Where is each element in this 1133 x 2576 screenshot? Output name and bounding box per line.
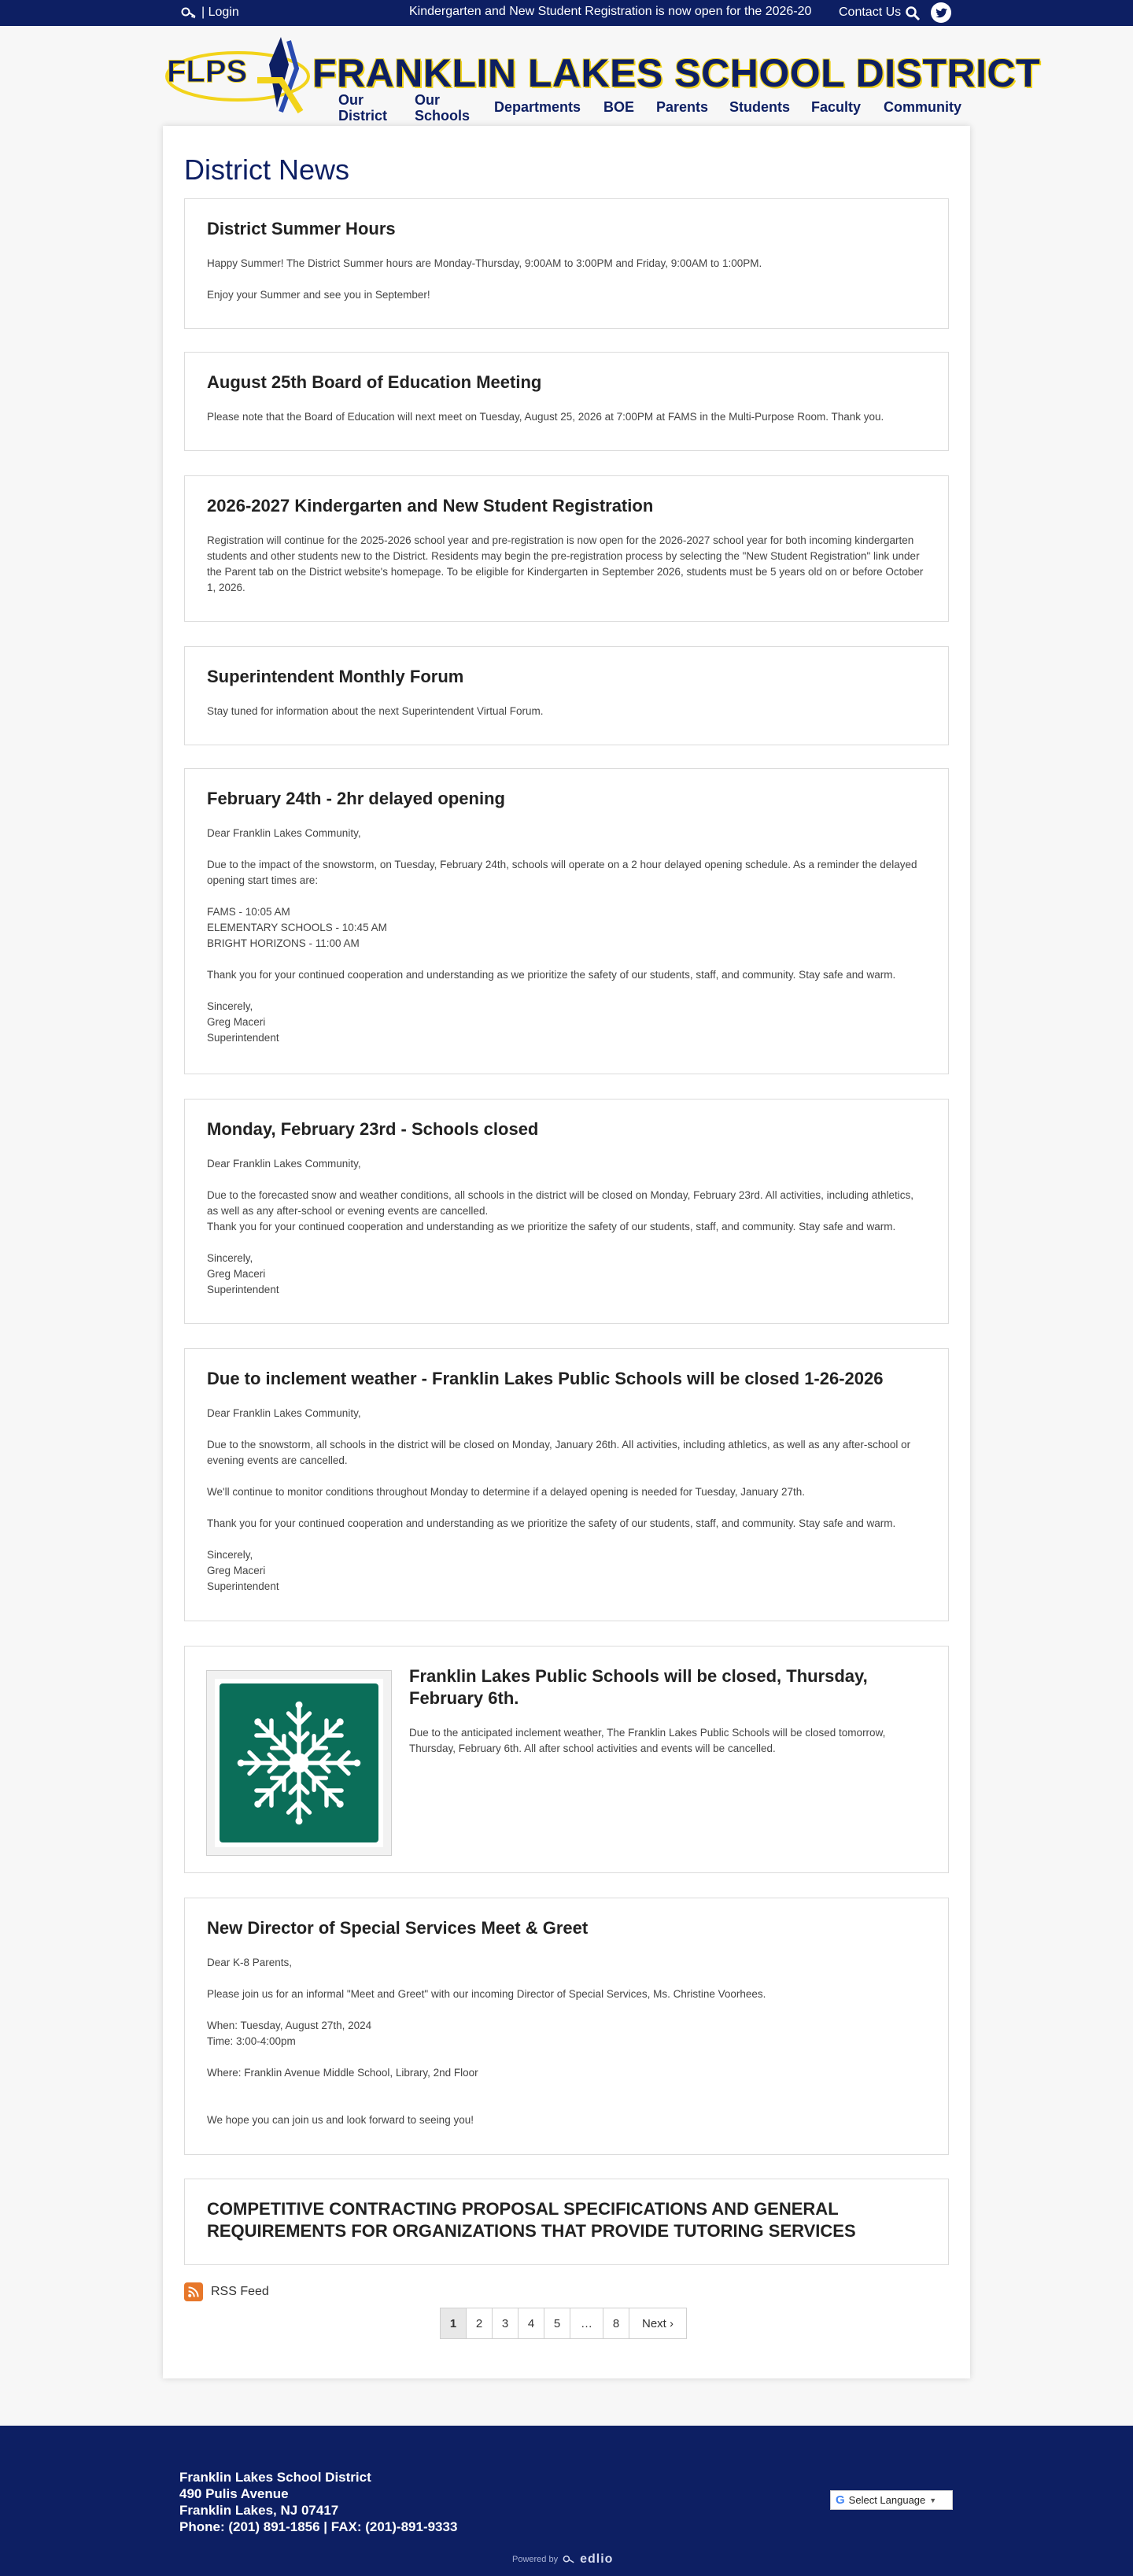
- article-text: Greg Maceri: [207, 1268, 266, 1280]
- nav-boe[interactable]: BOE: [603, 99, 635, 115]
- news-article: [184, 352, 949, 451]
- article-text: Happy Summer! The District Summer hours are Monday-Thursday, 9:00AM to 3:00PM and Friday, 9:00AM to 1:00PM.: [207, 257, 762, 269]
- article-title[interactable]: COMPETITIVE CONTRACTING PROPOSAL SPECIFICATIONS AND GENERAL REQUIREMENTS FOR ORGANIZATIONS THAT PROVIDE TUTORING SERVICES: [207, 2199, 856, 2241]
- main-content: [163, 126, 970, 2378]
- article-text: We'll continue to monitor conditions throughout Monday to determine if a delayed opening is needed for Tuesday, January 27th.: [207, 1486, 806, 1498]
- logo-text: FLPS: [167, 54, 248, 89]
- article-title[interactable]: Superintendent Monthly Forum: [207, 667, 464, 686]
- article-text: BRIGHT HORIZONS - 11:00 AM: [207, 937, 360, 949]
- footer-phone[interactable]: Phone: (201) 891-1856 | FAX: (201)-891-9333: [179, 2519, 458, 2534]
- page-3-button[interactable]: 3: [493, 2308, 519, 2338]
- article-text: Sincerely,: [207, 1549, 253, 1561]
- article-text: Dear K-8 Parents,: [207, 1957, 293, 1968]
- nav-our-schools[interactable]: Our Schools: [415, 92, 471, 124]
- article-text: Superintendent: [207, 1284, 279, 1295]
- article-text: Due to the forecasted snow and weather conditions, all schools in the district will be closed on Monday, February 23rd. All activities, including athletics, as well as any after-school or evening events are cancelled.: [207, 1189, 913, 1217]
- article-text: Due to the snowstorm, all schools in the district will be closed on Monday, January 26th. All activities, including athletics, as well as any after-school or evening events are cancelled.: [207, 1439, 911, 1466]
- language-select-label[interactable]: Select Language: [848, 2494, 926, 2506]
- article-text: Where: Franklin Avenue Middle School, Library, 2nd Floor: [207, 2067, 478, 2079]
- key-icon: [181, 6, 197, 20]
- article-text: Dear Franklin Lakes Community,: [207, 827, 361, 839]
- page-ellipsis: …: [570, 2308, 603, 2338]
- nav-parents[interactable]: Parents: [656, 99, 709, 115]
- page-5-button[interactable]: 5: [544, 2308, 570, 2338]
- nav-faculty[interactable]: Faculty: [811, 99, 862, 115]
- twitter-icon[interactable]: [931, 2, 951, 23]
- news-article: [184, 198, 949, 329]
- page-2-button[interactable]: 2: [467, 2308, 493, 2338]
- news-article: [184, 1646, 949, 1873]
- article-title[interactable]: August 25th Board of Education Meeting: [207, 372, 542, 392]
- article-text: Sincerely,: [207, 1252, 253, 1264]
- news-article: [184, 2179, 949, 2265]
- article-text: Please join us for an informal "Meet and Greet" with our incoming Director of Special Services, Ms. Christine Voorhees.: [207, 1988, 766, 2000]
- article-text: Greg Maceri: [207, 1565, 266, 1576]
- news-article: [184, 1099, 949, 1324]
- search-icon[interactable]: [905, 6, 921, 21]
- page-title: District News: [184, 153, 350, 186]
- news-article: [184, 646, 949, 745]
- edlio-key-icon: [563, 2554, 575, 2565]
- news-article: [184, 1348, 949, 1621]
- article-text: When: Tuesday, August 27th, 2024: [207, 2020, 372, 2031]
- rss-label[interactable]: RSS Feed: [211, 2285, 269, 2298]
- article-text: Thank you for your continued cooperation and understanding as we prioritize the safety of our students, staff, and community. Stay safe and warm.: [207, 1221, 896, 1233]
- nav-students[interactable]: Students: [729, 99, 791, 115]
- article-text: Please note that the Board of Education will next meet on Tuesday, August 25, 2026 at 7:00PM at FAMS in the Multi-Purpose Room. Thank you.: [207, 411, 884, 423]
- article-text: We hope you can join us and look forward to seeing you!: [207, 2114, 474, 2126]
- article-text: Superintendent: [207, 1580, 279, 1592]
- article-text: Registration will continue for the 2025-2026 school year and pre-registration is now open for the 2026-2027 school year for both incoming kindergarten students and other students new to the District. Residents may begin the pre-registration process by selecting the "New Student Registration" link under the Parent tab on the District website's homepage. To be eligible for Kindergarten in September 2026, students must be 5 years old on or before October 1, 2026.: [207, 534, 924, 593]
- powered-by-label: Powered by: [512, 2555, 559, 2564]
- article-text: Time: 3:00-4:00pm: [207, 2035, 296, 2047]
- footer-street: 490 Pulis Avenue: [179, 2486, 289, 2501]
- article-text: Dear Franklin Lakes Community,: [207, 1158, 361, 1170]
- article-text: Superintendent: [207, 1032, 279, 1044]
- article-text: Due to the anticipated inclement weather, The Franklin Lakes Public Schools will be closed tomorrow, Thursday, February 6th. All after school activities and events will be cancelled.: [409, 1727, 886, 1754]
- powered-by[interactable]: [512, 2552, 613, 2567]
- footer-city: Franklin Lakes, NJ 07417: [179, 2503, 339, 2518]
- next-page-button[interactable]: Next ›: [641, 2316, 674, 2330]
- article-title[interactable]: District Summer Hours: [207, 219, 396, 238]
- top-bar: [0, 0, 1133, 26]
- article-text: Sincerely,: [207, 1000, 253, 1012]
- nav-community[interactable]: Community: [884, 99, 961, 115]
- article-text: Greg Maceri: [207, 1016, 266, 1028]
- rss-icon: [184, 2282, 203, 2301]
- article-title[interactable]: February 24th - 2hr delayed opening: [207, 789, 505, 808]
- news-article: [184, 1898, 949, 2155]
- snowflake-icon: [228, 1692, 370, 1834]
- nav-our-district[interactable]: Our District: [338, 92, 388, 124]
- article-title[interactable]: Due to inclement weather - Franklin Lakes Public Schools will be closed 1-26-2026: [207, 1369, 884, 1388]
- site-header: [163, 33, 1041, 128]
- login-link[interactable]: [181, 6, 239, 20]
- article-text: Due to the impact of the snowstorm, on Tuesday, February 24th, schools will operate on a 2 hour delayed opening schedule. As a reminder the delayed opening start times are:: [207, 859, 917, 886]
- chevron-down-icon: ▼: [929, 2496, 937, 2504]
- announcement-ticker[interactable]: Kindergarten and New Student Registration is now open for the 2026-20: [409, 5, 812, 18]
- news-article: [184, 475, 949, 622]
- contact-us-link[interactable]: Contact Us: [839, 6, 902, 19]
- article-text: FAMS - 10:05 AM: [207, 906, 290, 918]
- twitter-bird-icon: [935, 6, 948, 20]
- rss-feed-link[interactable]: [184, 2282, 269, 2301]
- article-text: Thank you for your continued cooperation and understanding as we prioritize the safety of our students, staff, and community. Stay safe and warm.: [207, 1517, 896, 1529]
- nav-departments[interactable]: Departments: [494, 99, 581, 115]
- news-article: [184, 768, 949, 1074]
- article-text: Dear Franklin Lakes Community,: [207, 1407, 361, 1419]
- article-text: ELEMENTARY SCHOOLS - 10:45 AM: [207, 922, 387, 933]
- article-title[interactable]: New Director of Special Services Meet & Greet: [207, 1918, 589, 1938]
- footer-district-name: Franklin Lakes School District: [179, 2470, 371, 2485]
- main-nav: [163, 92, 970, 128]
- footer-address: [179, 2469, 457, 2535]
- article-image[interactable]: [206, 1670, 392, 1856]
- language-select[interactable]: [830, 2490, 953, 2510]
- article-text: Enjoy your Summer and see you in September!: [207, 289, 430, 301]
- article-text: Thank you for your continued cooperation and understanding as we prioritize the safety of our students, staff, and community. Stay safe and warm.: [207, 969, 896, 981]
- article-title[interactable]: Monday, February 23rd - Schools closed: [207, 1119, 539, 1139]
- article-title[interactable]: 2026-2027 Kindergarten and New Student Registration: [207, 496, 654, 516]
- page-8-button[interactable]: 8: [603, 2308, 629, 2338]
- site-footer: [0, 2426, 1133, 2576]
- article-text: Stay tuned for information about the next Superintendent Virtual Forum.: [207, 705, 544, 717]
- edlio-brand: edlio: [580, 2552, 614, 2566]
- page-1-button[interactable]: 1: [441, 2308, 467, 2338]
- pagination: [440, 2308, 687, 2339]
- login-label[interactable]: | Login: [201, 6, 239, 19]
- article-title[interactable]: Franklin Lakes Public Schools will be closed, Thursday, February 6th.: [409, 1666, 868, 1708]
- district-name-banner[interactable]: FRANKLIN LAKES SCHOOL DISTRICT: [312, 51, 1041, 95]
- google-icon: G: [836, 2493, 845, 2507]
- page-4-button[interactable]: 4: [519, 2308, 544, 2338]
